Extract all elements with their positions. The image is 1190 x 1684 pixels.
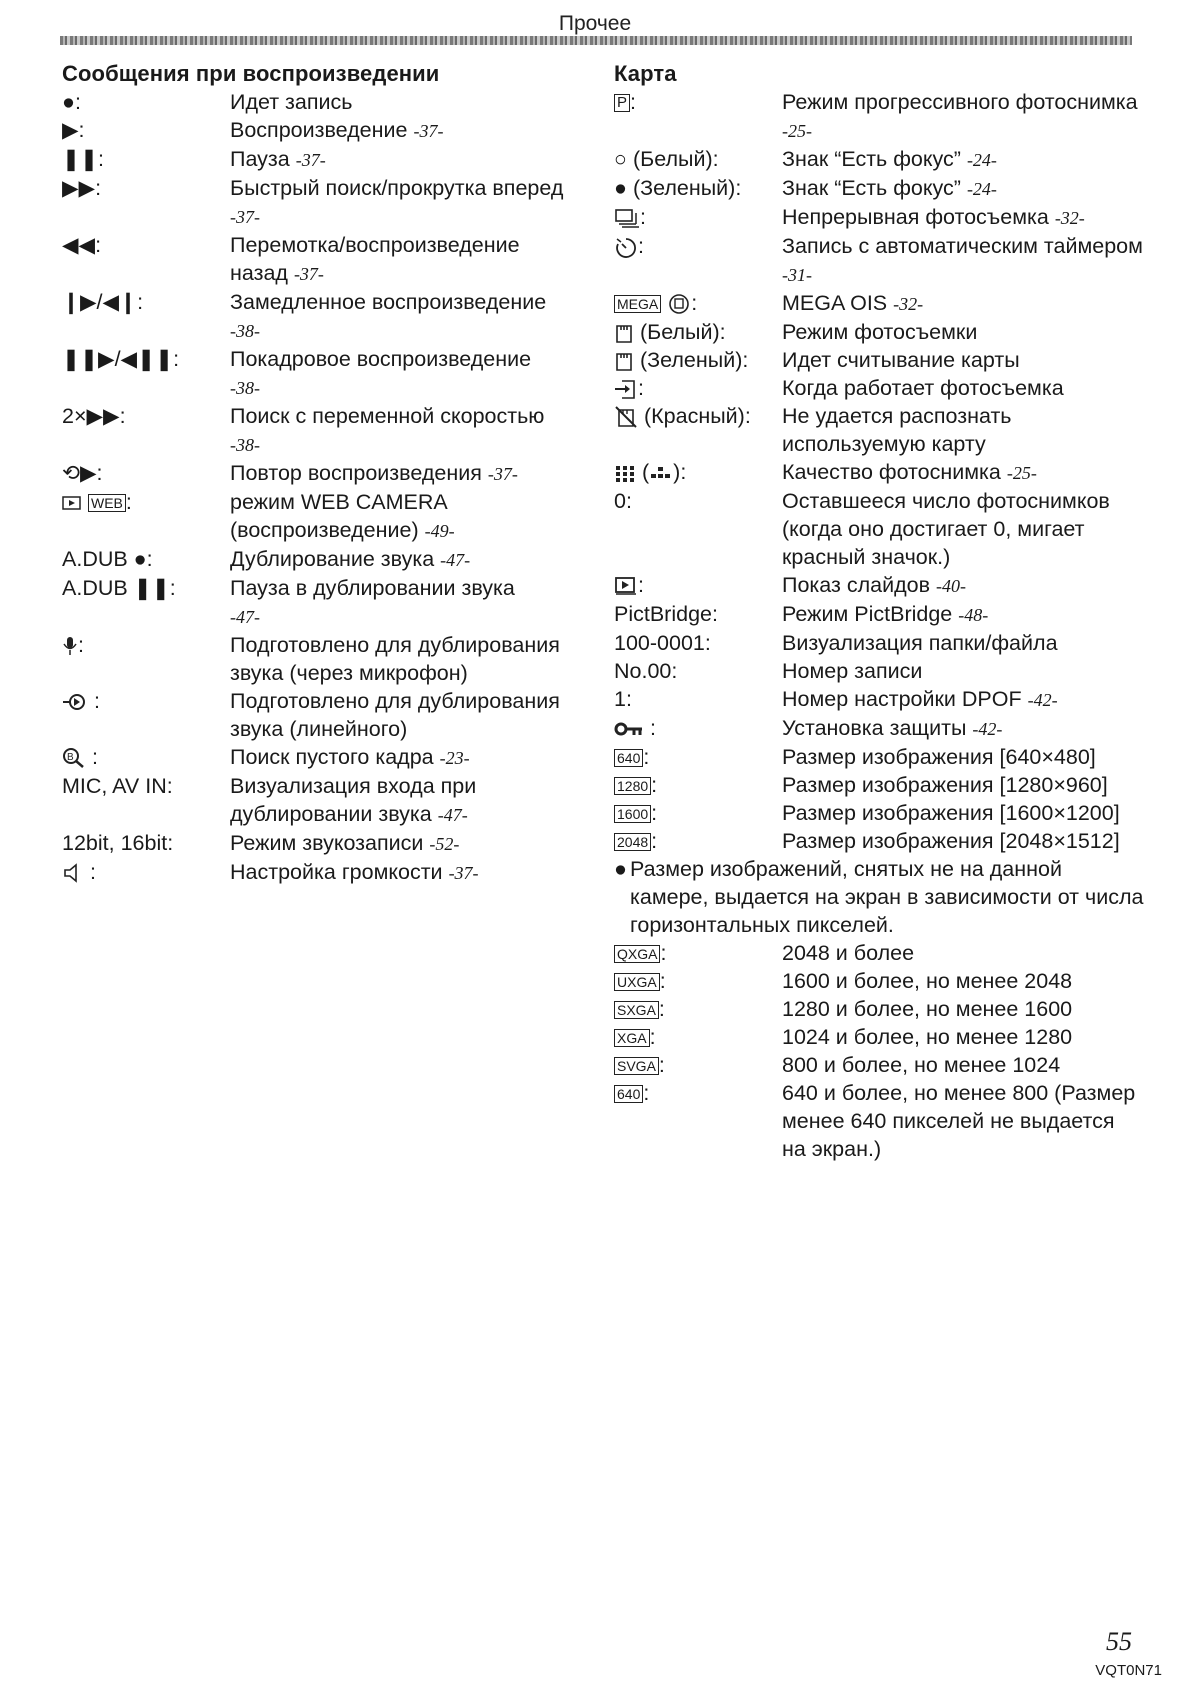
page-number: 55 xyxy=(1106,1627,1132,1656)
item-description: 1280 и более, но менее 1600 xyxy=(782,997,1073,1021)
list-item: XGA : 1024 и более, но менее 1280 xyxy=(614,1023,1144,1051)
list-item: ( ): Качество фотоснимка -25- xyxy=(614,458,1144,487)
list-item: MEGA : MEGA OIS -32- xyxy=(614,289,1144,318)
page-ref: -49- xyxy=(424,521,455,541)
quality-normal-icon xyxy=(649,464,673,482)
list-item: : Непрерывная фотосъемка -32- xyxy=(614,203,1144,232)
playback-messages-column xyxy=(62,60,582,887)
uxga-icon: UXGA xyxy=(614,973,660,991)
item-description: Режим звукозаписи xyxy=(230,831,424,855)
audio-dub-pause-icon: A.DUB ❚❚: xyxy=(62,576,176,600)
self-timer-icon xyxy=(614,235,638,259)
list-item: (Зеленый): Идет считывание карты xyxy=(614,346,1144,374)
list-item: (Красный): Не удается распознать используемую карту xyxy=(614,402,1144,458)
document-code: VQT0N71 xyxy=(1095,1662,1162,1679)
focus-green-icon: ● (Зеленый): xyxy=(614,176,742,200)
list-item xyxy=(614,685,1144,714)
page-ref: -37- xyxy=(295,150,326,170)
list-item: B : Поиск пустого кадра -23- xyxy=(62,743,582,772)
item-description: Размер изображения [640×480] xyxy=(782,745,1096,769)
page-ref: -24- xyxy=(966,150,997,170)
item-description: Не удается распознать используемую карту xyxy=(782,404,1012,456)
frame-by-frame-icon: ❚❚▶/◀❚❚: xyxy=(62,347,180,371)
list-item: SVGA : 800 и более, но менее 1024 xyxy=(614,1051,1144,1079)
item-description: Воспроизведение xyxy=(230,118,408,142)
dpof-number-label: 1: xyxy=(614,687,632,711)
page-ref: -52- xyxy=(429,834,460,854)
input-display-label: MIC, AV IN: xyxy=(62,774,173,798)
focus-white-icon: ○ (Белый): xyxy=(614,147,719,171)
list-item: UXGA : 1600 и более, но менее 2048 xyxy=(614,967,1144,995)
audio-mode-label: 12bit, 16bit: xyxy=(62,831,174,855)
page-ref: -32- xyxy=(1054,208,1085,228)
progressive-icon: P xyxy=(614,94,630,112)
page-ref: -38- xyxy=(230,378,260,398)
item-description: Знак “Есть фокус” xyxy=(782,147,961,171)
mega-ois-icon: MEGA xyxy=(614,295,661,313)
list-item xyxy=(62,174,582,231)
section-title: Прочее xyxy=(558,12,632,35)
repeat-play-icon: ⟲▶: xyxy=(62,461,103,485)
list-item xyxy=(62,772,582,829)
list-item: SXGA : 1280 и более, но менее 1600 xyxy=(614,995,1144,1023)
record-dot-icon: ●: xyxy=(62,90,81,114)
item-description: Размер изображения [2048×1512] xyxy=(782,829,1120,853)
card-column xyxy=(614,60,1144,1163)
list-item xyxy=(62,288,582,345)
item-description: 2048 и более xyxy=(782,941,915,965)
page-ref: -25- xyxy=(782,121,812,141)
list-item xyxy=(614,600,1144,629)
item-description: Визуализация папки/файла xyxy=(782,631,1058,655)
page-ref: -47- xyxy=(230,607,260,627)
item-description: Перемотка/воспроизведение назад xyxy=(230,233,520,285)
page-ref: -37- xyxy=(487,464,518,484)
svg-text:B: B xyxy=(67,752,74,764)
remaining-count-label: 0: xyxy=(614,489,632,513)
item-description: Непрерывная фотосъемка xyxy=(782,205,1049,229)
burst-mode-icon xyxy=(614,208,640,228)
header-bar xyxy=(60,36,1132,45)
qxga-icon: QXGA xyxy=(614,945,660,963)
list-item xyxy=(62,345,582,402)
vga-640-icon: 640 xyxy=(614,1085,643,1103)
item-description: Качество фотоснимка xyxy=(782,460,1001,484)
page-ref: -38- xyxy=(230,321,260,341)
page-ref: -47- xyxy=(437,805,468,825)
item-description: Оставшееся число фотоснимков (когда оно достигает 0, мигает красный значок.) xyxy=(782,489,1110,569)
list-item xyxy=(614,174,1144,203)
page-ref: -42- xyxy=(972,719,1003,739)
list-item xyxy=(62,145,582,174)
list-item: QXGA : 2048 и более xyxy=(614,939,1144,967)
list-item xyxy=(62,459,582,488)
item-description: Подготовлено для дублирования звука (линейного) xyxy=(230,689,560,741)
list-item xyxy=(62,574,582,631)
item-description: Когда работает фотосъемка xyxy=(782,376,1064,400)
bullet-icon: ● xyxy=(614,857,627,881)
item-description: режим WEB CAMERA (воспроизведение) xyxy=(230,490,447,542)
web-camera-icon: WEB xyxy=(88,494,126,512)
card-white-icon xyxy=(614,322,634,344)
item-description: Замедленное воспроизведение xyxy=(230,290,547,314)
item-description: Повтор воспроизведения xyxy=(230,461,482,485)
rewind-icon: ◀◀: xyxy=(62,233,102,257)
list-item: (Белый): Режим фотосъемки xyxy=(614,318,1144,346)
item-description: Режим фотосъемки xyxy=(782,320,978,344)
play-icon: ▶: xyxy=(62,118,85,142)
list-item xyxy=(614,487,1144,571)
page-ref: -38- xyxy=(230,435,260,455)
size-2048-icon: 2048 xyxy=(614,833,651,851)
list-item: : Запись с автоматическим таймером -31- xyxy=(614,232,1144,289)
list-item xyxy=(614,629,1144,657)
item-description: Номер записи xyxy=(782,659,923,683)
page-ref: -31- xyxy=(782,265,812,285)
page-ref: -24- xyxy=(966,179,997,199)
card-error-icon xyxy=(614,405,638,429)
list-item xyxy=(614,145,1144,174)
page-ref: -23- xyxy=(439,748,470,768)
item-description: Знак “Есть фокус” xyxy=(782,176,961,200)
list-item xyxy=(62,116,582,145)
card-title: Карта xyxy=(614,61,677,86)
list-item: 2048 : Размер изображения [2048×1512] xyxy=(614,827,1144,855)
item-description: Поиск пустого кадра xyxy=(230,745,434,769)
list-item: : Настройка громкости -37- xyxy=(62,858,582,887)
list-item: WEB : режим WEB CAMERA (воспроизведение) -49- xyxy=(62,488,582,545)
item-description: Запись с автоматическим таймером xyxy=(782,234,1143,258)
page-ref: -37- xyxy=(293,264,324,284)
item-description: MEGA OIS xyxy=(782,291,888,315)
page-ref: -42- xyxy=(1027,690,1058,710)
item-description: Пауза xyxy=(230,147,290,171)
xga-icon: XGA xyxy=(614,1029,650,1047)
list-item: P : Режим прогрессивного фотоснимка -25- xyxy=(614,88,1144,145)
item-description: Поиск с переменной скоростью xyxy=(230,404,545,428)
item-description: Размер изображения [1600×1200] xyxy=(782,801,1120,825)
list-item: 640 : 640 и более, но менее 800 (Размер менее 640 пикселей не выдается на экран.) xyxy=(614,1079,1144,1163)
audio-dub-record-icon: A.DUB ●: xyxy=(62,547,153,571)
item-description: Идет запись xyxy=(230,90,353,114)
item-description: Режим прогрессивного фотоснимка xyxy=(782,90,1138,114)
page-ref: -47- xyxy=(440,550,471,570)
item-description: 800 и более, но менее 1024 xyxy=(782,1053,1061,1077)
list-item: : Показ слайдов -40- xyxy=(614,571,1144,600)
list-item xyxy=(62,402,582,459)
item-description: 640 и более, но менее 800 (Размер менее 640 пикселей не выдается на экран.) xyxy=(782,1081,1136,1161)
pause-icon: ❚❚: xyxy=(62,147,105,171)
list-item xyxy=(614,657,1144,685)
item-description: Установка защиты xyxy=(782,716,967,740)
page-ref: -37- xyxy=(230,207,260,227)
playback-messages-title: Сообщения при воспроизведении xyxy=(62,61,440,86)
item-description: 1600 и более, но менее 2048 xyxy=(782,969,1073,993)
page-ref: -37- xyxy=(448,863,479,883)
size-1600-icon: 1600 xyxy=(614,805,651,823)
folder-file-label: 100-0001: xyxy=(614,631,711,655)
item-description: Дублирование звука xyxy=(230,547,435,571)
page-ref: -25- xyxy=(1006,463,1037,483)
list-item: : Установка защиты -42- xyxy=(614,714,1144,743)
svga-icon: SVGA xyxy=(614,1057,659,1075)
fast-forward-icon: ▶▶: xyxy=(62,176,102,200)
list-item: : Когда работает фотосъемка xyxy=(614,374,1144,402)
item-description: Настройка громкости xyxy=(230,860,443,884)
item-description: Размер изображения [1280×960] xyxy=(782,773,1108,797)
list-item xyxy=(62,88,582,116)
size-1280-icon: 1280 xyxy=(614,777,651,795)
list-item xyxy=(62,231,582,288)
item-description: Показ слайдов xyxy=(782,573,931,597)
item-description: Подготовлено для дублирования звука (через микрофон) xyxy=(230,633,560,685)
page-ref: -37- xyxy=(413,121,444,141)
card-green-icon xyxy=(614,350,634,372)
size-640-icon: 640 xyxy=(614,749,643,767)
ois-hand-icon xyxy=(667,293,691,315)
quality-fine-icon xyxy=(614,463,636,483)
item-description: Режим PictBridge xyxy=(782,602,953,626)
item-description: Покадровое воспроизведение xyxy=(230,347,532,371)
list-item: 640 : Размер изображения [640×480] xyxy=(614,743,1144,771)
item-description: Пауза в дублировании звука xyxy=(230,576,515,600)
protect-key-icon xyxy=(614,721,644,737)
playback-mode-icon xyxy=(62,495,82,511)
line-input-icon xyxy=(62,692,88,712)
item-description: 1024 и более, но менее 1280 xyxy=(782,1025,1073,1049)
list-item: : Подготовлено для дублирования звука (через микрофон) xyxy=(62,631,582,687)
sxga-icon: SXGA xyxy=(614,1001,659,1019)
size-note: ● Размер изображений, снятых не на данной камере, выдается на экран в зависимости от числа горизонтальных пикселей. xyxy=(614,857,1144,937)
item-description: Номер настройки DPOF xyxy=(782,687,1022,711)
item-description: Быстрый поиск/прокрутка вперед xyxy=(230,176,564,200)
slow-motion-icon: ❙▶/◀❙: xyxy=(62,290,144,314)
microphone-icon xyxy=(62,635,78,657)
list-item: 1600 : Размер изображения [1600×1200] xyxy=(614,799,1144,827)
page-ref: -48- xyxy=(958,605,989,625)
list-item: : Подготовлено для дублирования звука (линейного) xyxy=(62,687,582,743)
volume-icon xyxy=(62,862,84,884)
list-item xyxy=(62,545,582,574)
blank-search-icon xyxy=(62,747,86,769)
card-access-icon xyxy=(614,378,638,400)
list-item: 1280 : Размер изображения [1280×960] xyxy=(614,771,1144,799)
slideshow-icon xyxy=(614,576,638,596)
page-ref: -32- xyxy=(893,294,924,314)
record-number-label: No.00: xyxy=(614,659,678,683)
variable-speed-icon: 2×▶▶: xyxy=(62,404,126,428)
pictbridge-label: PictBridge: xyxy=(614,602,718,626)
item-description: Идет считывание карты xyxy=(782,348,1020,372)
item-description: Визуализация входа при дублировании звука xyxy=(230,774,477,826)
page-ref: -40- xyxy=(936,576,967,596)
list-item xyxy=(62,829,582,858)
